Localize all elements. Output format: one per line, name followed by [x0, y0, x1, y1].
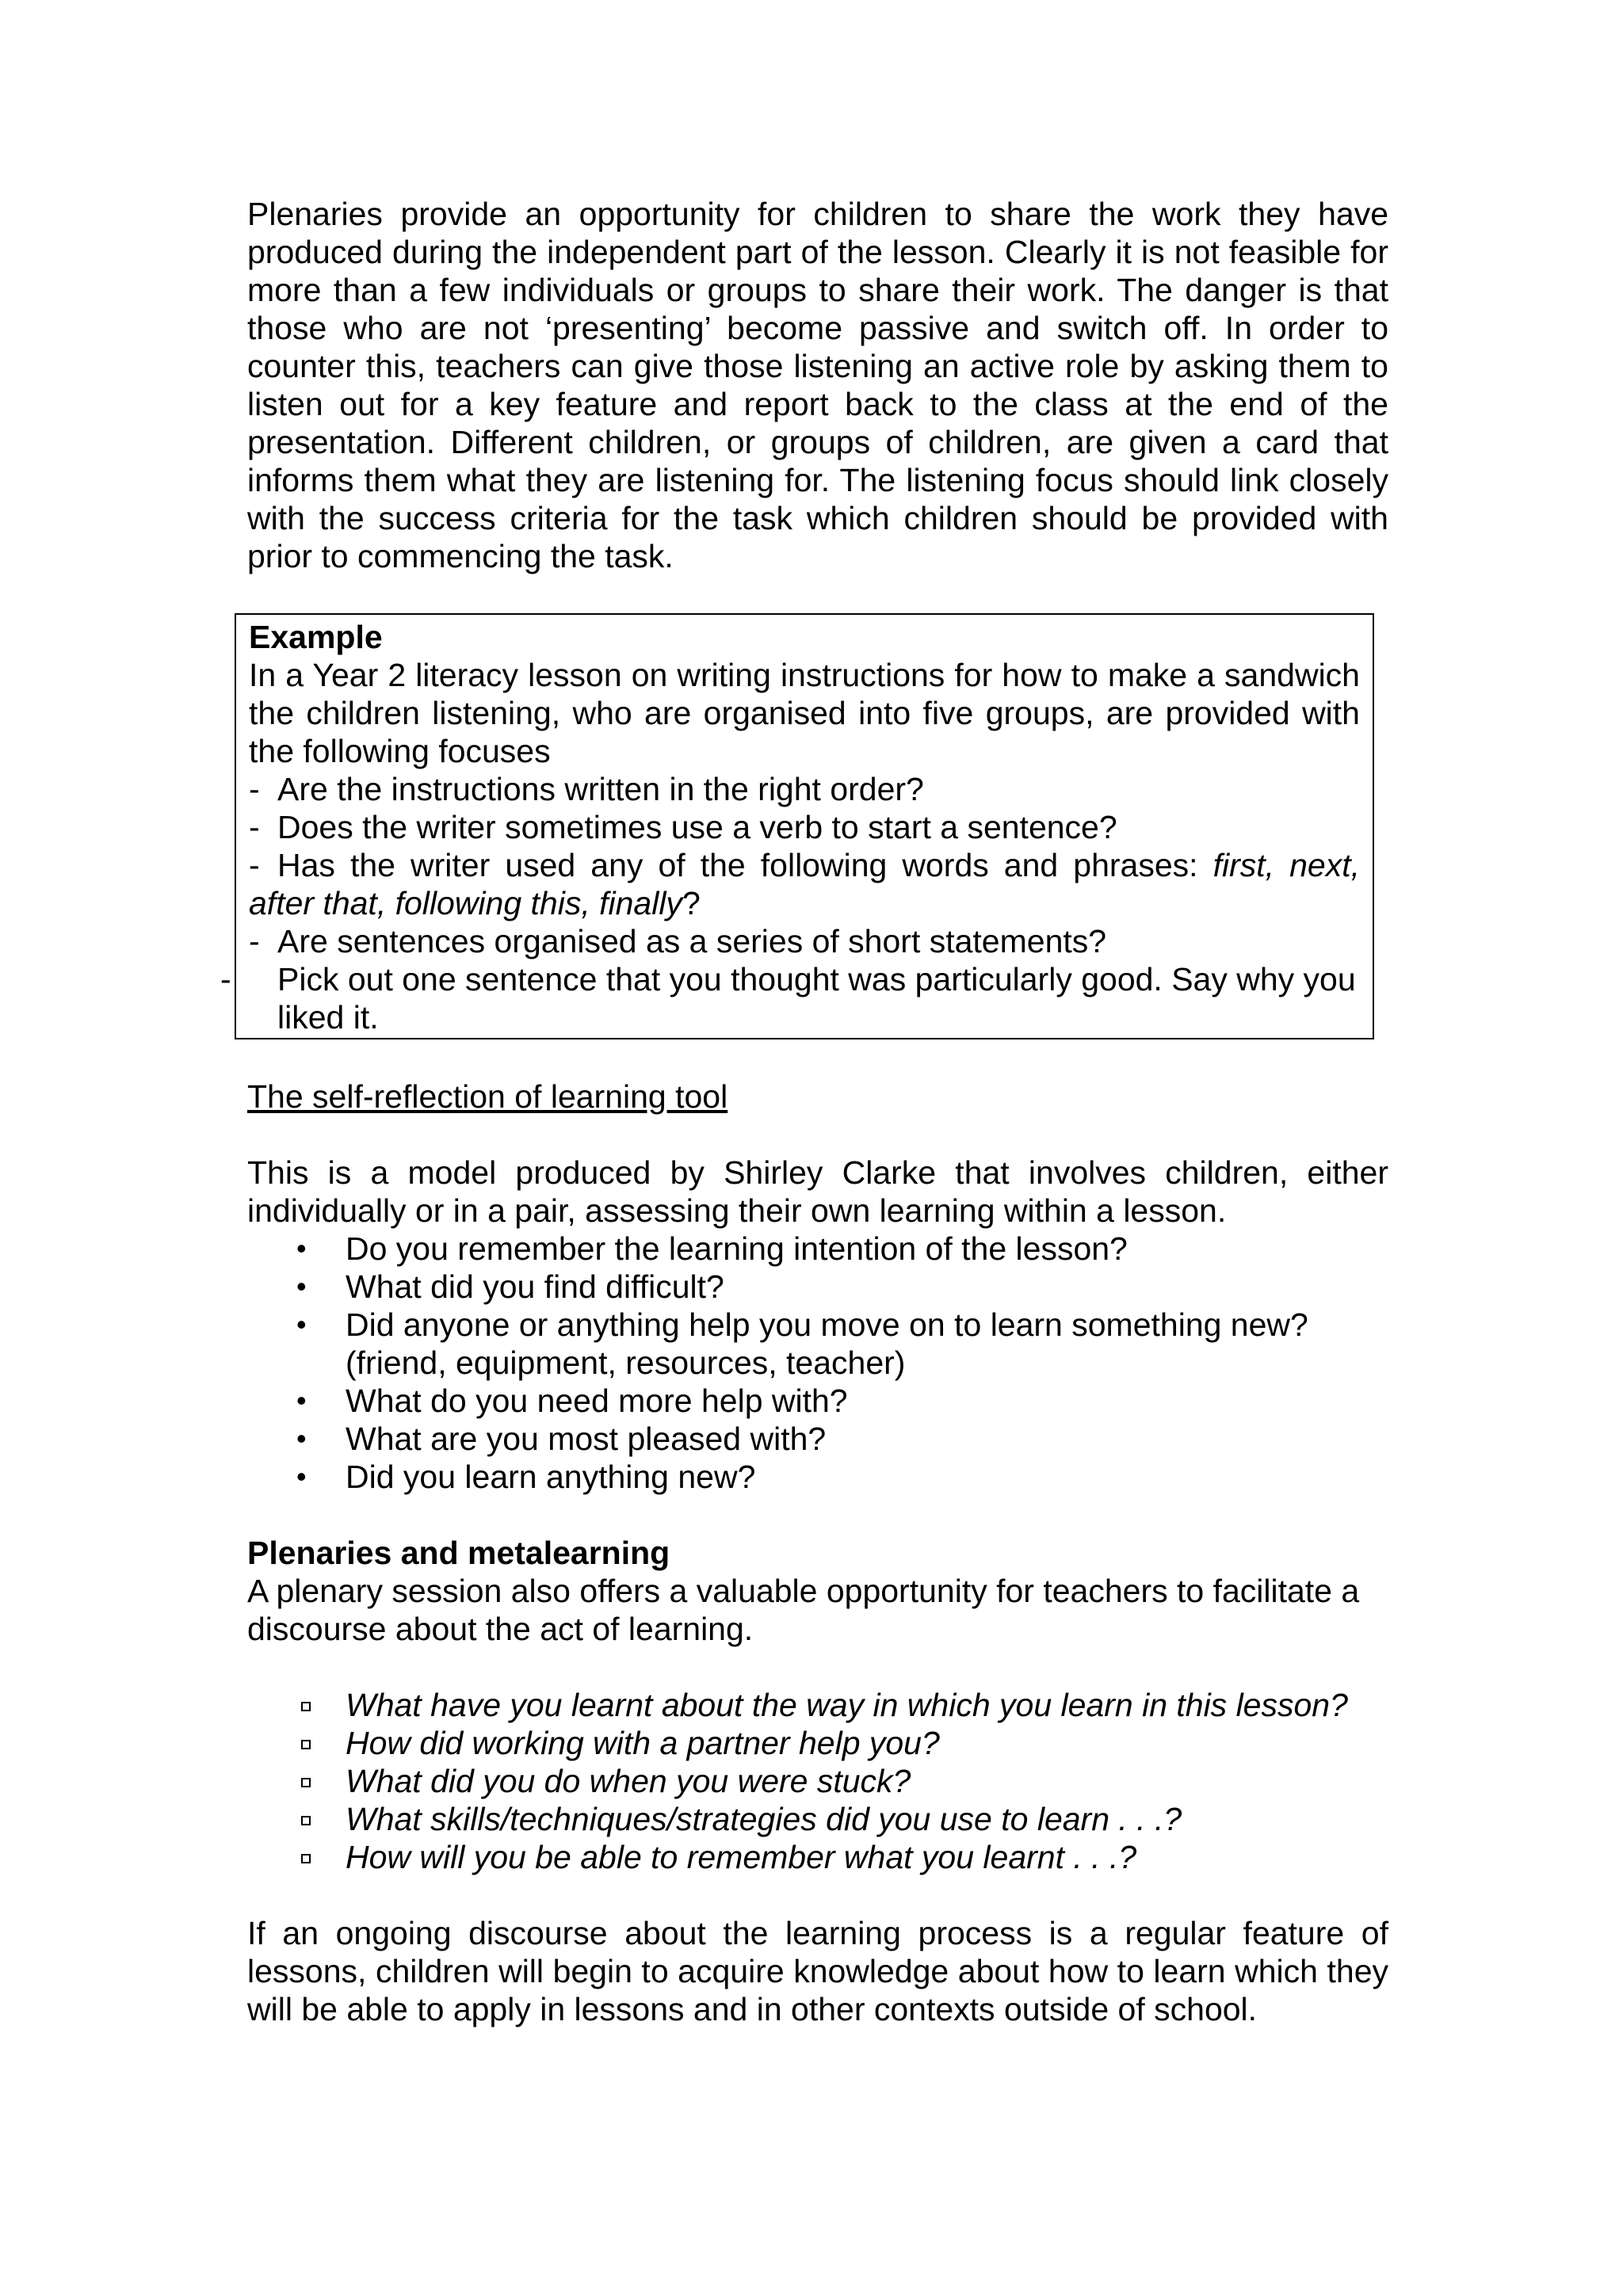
example-title: Example — [249, 619, 383, 655]
dash-marker: - — [220, 961, 231, 997]
checkbox-square-icon — [301, 1854, 311, 1863]
self-reflection-list — [247, 1230, 1388, 1496]
list-item — [247, 1420, 1388, 1458]
list-item-text: What did you do when you were stuck? — [346, 1763, 911, 1799]
example-item — [249, 846, 1360, 922]
bullet-icon: • — [296, 1232, 307, 1264]
list-item-text: Do you remember the learning intention of the lesson? — [346, 1230, 1128, 1267]
dash-marker: - — [249, 923, 260, 959]
list-item — [247, 1800, 1388, 1838]
dash-marker: - — [249, 809, 260, 845]
list-item-text: How did working with a partner help you? — [346, 1725, 940, 1761]
example-item — [249, 770, 1360, 808]
list-item — [247, 1838, 1388, 1876]
checkbox-square-icon — [301, 1702, 311, 1711]
example-lead: In a Year 2 literacy lesson on writing instructions for how to make a sandwich the children listening, who are organised into five groups, are provided with the following focuses — [249, 657, 1360, 769]
list-item-text: What have you learnt about the way in which you learn in this lesson? — [346, 1687, 1348, 1723]
dash-marker: - — [249, 771, 260, 807]
closing-paragraph: If an ongoing discourse about the learning process is a regular feature of lessons, children will begin to acquire knowledge about how to learn which they will be able to apply in lessons and in other contexts outside of school. — [247, 1915, 1388, 2027]
list-item-text: Did you learn anything new? — [346, 1459, 756, 1495]
document-page — [220, 195, 1388, 2028]
bullet-icon: • — [296, 1270, 307, 1302]
bullet-icon: • — [296, 1308, 307, 1341]
example-item — [249, 808, 1360, 846]
example-item — [249, 922, 1360, 960]
list-item — [247, 1268, 1388, 1306]
list-item-text: What do you need more help with? — [346, 1383, 848, 1419]
intro-paragraph: Plenaries provide an opportunity for children to share the work they have produced during the independent part of the lesson. Clearly it is not feasible for more than a few individuals or groups to share their work. The danger is that those who are not ‘presenting’ become passive and switch off. In order to counter this, teachers can give those listening an active role by asking them to listen out for a key feature and report back to the class at the end of the presentation. Different children, or groups of children, are given a card that informs them what they are listening for. The listening focus should link closely with the success criteria for the task which children should be provided with prior to commencing the task. — [247, 196, 1388, 574]
list-item — [247, 1686, 1388, 1724]
list-item-text: What skills/techniques/strategies did you use to learn . . .? — [346, 1801, 1182, 1837]
bullet-icon: • — [296, 1460, 307, 1493]
list-item-text: What did you find difficult? — [346, 1268, 724, 1305]
bullet-icon: • — [296, 1422, 307, 1455]
example-item-text: Has the writer used any of the following words and phrases: — [277, 847, 1213, 883]
bullet-icon: • — [296, 1384, 307, 1417]
list-item-text: What are you most pleased with? — [346, 1421, 827, 1457]
list-item — [247, 1382, 1388, 1420]
example-item-suffix: ? — [682, 885, 701, 921]
checkbox-square-icon — [301, 1816, 311, 1825]
example-item-text: Are sentences organised as a series of short statements? — [277, 923, 1107, 959]
metalearning-question-list — [247, 1686, 1388, 1876]
example-box — [220, 613, 1374, 1039]
example-item-text: Pick out one sentence that you thought was particularly good. Say why you liked it. — [277, 961, 1356, 1035]
list-item — [247, 1458, 1388, 1496]
example-item-italic-words: first, next, after that, following this, finally — [249, 847, 1360, 921]
metalearning-paragraph: A plenary session also offers a valuable opportunity for teachers to facilitate a discourse about the act of learning. — [247, 1573, 1360, 1647]
list-item — [247, 1230, 1388, 1268]
checkbox-square-icon — [301, 1740, 311, 1749]
example-item-text: Are the instructions written in the right order? — [277, 771, 924, 807]
self-reflection-heading: The self-reflection of learning tool — [247, 1078, 728, 1115]
checkbox-square-icon — [301, 1778, 311, 1787]
example-item-text: Does the writer sometimes use a verb to start a sentence? — [277, 809, 1117, 845]
list-item-text: How will you be able to remember what you learnt . . .? — [346, 1839, 1137, 1875]
self-reflection-paragraph: This is a model produced by Shirley Clarke that involves children, either individually or in a pair, assessing their own learning within a lesson. — [247, 1154, 1388, 1229]
dash-marker: - — [249, 847, 260, 883]
list-item-text: Did anyone or anything help you move on to learn something new? (friend, equipment, resources, teacher) — [346, 1306, 1308, 1381]
list-item — [247, 1724, 1388, 1762]
list-item — [247, 1306, 1388, 1382]
example-item — [220, 960, 1360, 1036]
list-item — [247, 1762, 1388, 1800]
metalearning-heading: Plenaries and metalearning — [247, 1535, 670, 1571]
